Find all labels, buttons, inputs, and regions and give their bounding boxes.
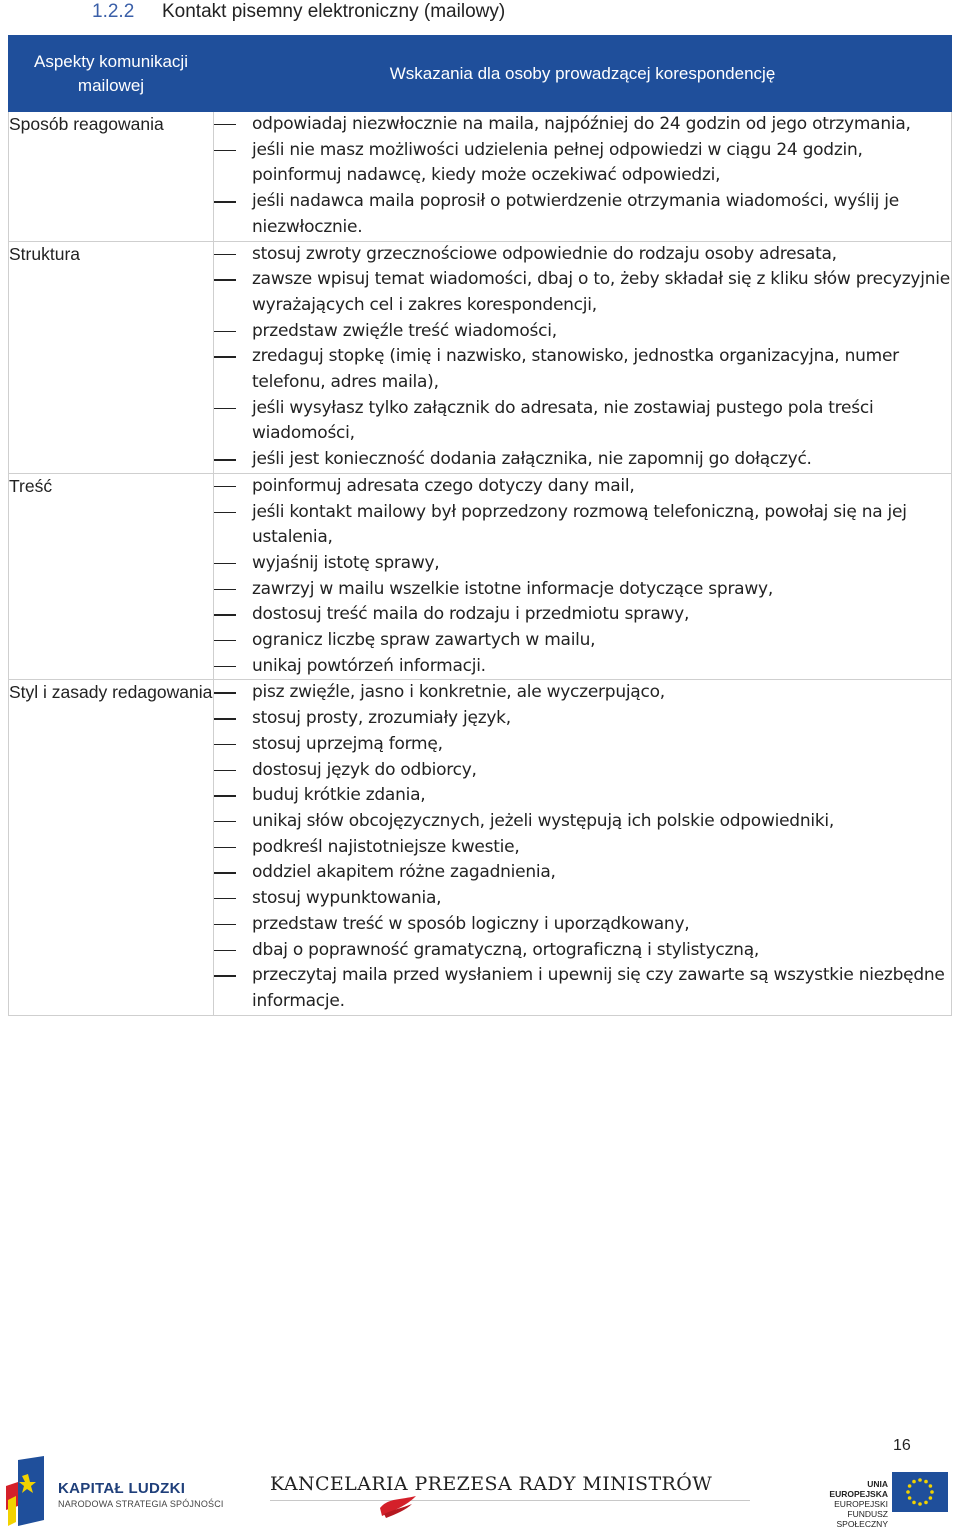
list-item: stosuj prosty, zrozumiały język, [214,706,951,732]
list-item: stosuj uprzejmą formę, [214,732,951,758]
list-item: dostosuj język do odbiorcy, [214,758,951,784]
table-row [9,112,952,242]
row-items [214,112,952,242]
kprm-title: KANCELARIA PREZESA RADY MINISTRÓW [270,1473,713,1495]
row-label: Sposób reagowania [9,112,214,242]
section-title: Kontakt pisemny elektroniczny (mailowy) [162,1,506,22]
list-item: odpowiadaj niezwłocznie na maila, najpóźniej do 24 godzin od jego otrzymania, [214,112,951,138]
list-item: podkreśl najistotniejsze kwestie, [214,835,951,861]
section-number: 1.2.2 [92,1,135,22]
list-item: pisz zwięźle, jasno i konkretnie, ale wyczerpująco, [214,680,951,706]
dash-list [214,242,951,473]
list-item: jeśli jest konieczność dodania załącznika, nie zapomnij go dołączyć. [214,447,951,473]
list-item: dostosuj treść maila do rodzaju i przedmiotu sprawy, [214,602,951,628]
eu-label [808,1479,888,1529]
kapital-ludzki-logo-icon [4,1456,50,1526]
list-item: jeśli nie masz możliwości udzielenia pełnej odpowiedzi w ciągu 24 godzin, poinformuj nadawcę, kiedy może oczekiwać odpowiedzi, [214,138,951,189]
eu-line3: FUNDUSZ SPOŁECZNY [836,1509,888,1529]
polish-flag-icon [378,1494,418,1520]
guidelines-table [8,35,952,1016]
list-item: stosuj zwroty grzecznościowe odpowiednie do rodzaju osoby adresata, [214,242,951,268]
list-item: wyjaśnij istotę sprawy, [214,551,951,577]
eu-flag-icon [892,1472,948,1512]
list-item: zawsze wpisuj temat wiadomości, dbaj o to, żeby składał się z kliku słów precyzyjnie wyrażających cel i zakres korespondencji, [214,267,951,318]
page-footer [0,1450,960,1529]
list-item: przeczytaj maila przed wysłaniem i upewnij się czy zawarte są wszystkie niezbędne informacje. [214,963,951,1014]
row-items [214,473,952,680]
list-item: oddziel akapitem różne zagadnienia, [214,860,951,886]
list-item: unikaj powtórzeń informacji. [214,654,951,680]
dash-list [214,112,951,241]
table-header-row [9,36,952,112]
table-row [9,473,952,680]
dash-list [214,474,951,680]
list-item: ogranicz liczbę spraw zawartych w mailu, [214,628,951,654]
list-item: unikaj słów obcojęzycznych, jeżeli występują ich polskie odpowiedniki, [214,809,951,835]
row-items [214,680,952,1015]
list-item: przedstaw zwięźle treść wiadomości, [214,319,951,345]
table-row [9,241,952,473]
list-item: przedstaw treść w sposób logiczny i uporządkowany, [214,912,951,938]
list-item: stosuj wypunktowania, [214,886,951,912]
page-number: 16 [893,1437,911,1454]
kl-subtitle: NARODOWA STRATEGIA SPÓJNOŚCI [58,1499,224,1509]
kl-title: KAPITAŁ LUDZKI [58,1480,186,1497]
list-item: jeśli kontakt mailowy był poprzedzony rozmową telefoniczną, powołaj się na jej ustalenia, [214,500,951,551]
footer-divider [270,1500,750,1501]
list-item: buduj krótkie zdania, [214,783,951,809]
row-label: Treść [9,473,214,680]
list-item: jeśli wysyłasz tylko załącznik do adresata, nie zostawiaj pustego pola treści wiadomości, [214,396,951,447]
list-item: dbaj o poprawność gramatyczną, ortograficzną i stylistyczną, [214,938,951,964]
dash-list [214,680,951,1014]
section-heading [92,0,505,24]
header-aspects: Aspekty komunikacji mailowej [9,36,214,112]
row-label: Struktura [9,241,214,473]
list-item: jeśli nadawca maila poprosił o potwierdzenie otrzymania wiadomości, wyślij je niezwłocznie. [214,189,951,240]
row-items [214,241,952,473]
row-label: Styl i zasady redagowania [9,680,214,1015]
eu-line1: UNIA EUROPEJSKA [829,1479,888,1499]
list-item: poinformuj adresata czego dotyczy dany mail, [214,474,951,500]
eu-line2: EUROPEJSKI [834,1499,888,1509]
list-item: zawrzyj w mailu wszelkie istotne informacje dotyczące sprawy, [214,577,951,603]
list-item: zredaguj stopkę (imię i nazwisko, stanowisko, jednostka organizacyjna, numer telefonu, adres maila), [214,344,951,395]
header-guidelines: Wskazania dla osoby prowadzącej korespondencję [214,36,952,112]
table-row [9,680,952,1015]
